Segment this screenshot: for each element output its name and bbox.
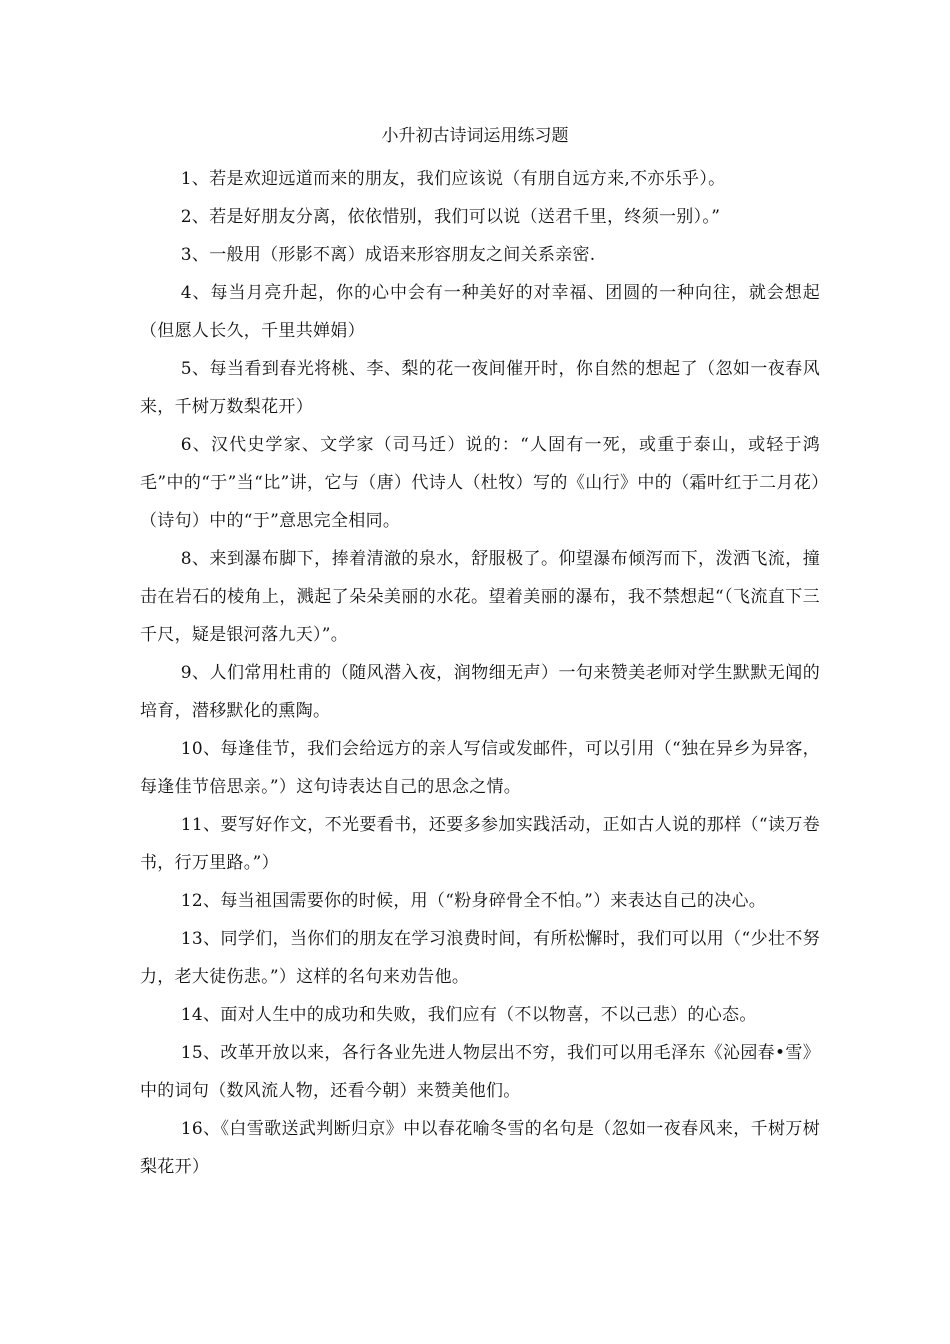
exercise-item: 9、人们常用杜甫的（随风潜入夜，润物细无声）一句来赞美老师对学生默默无闻的培育，潜移默化的熏陶。 bbox=[140, 663, 820, 721]
exercise-item: 15、改革开放以来，各行各业先进人物层出不穷，我们可以用毛泽东《沁园春•雪》中的词句（数风流人物，还看今朝）来赞美他们。 bbox=[140, 1043, 820, 1101]
exercise-item: 3、一般用（形影不离）成语来形容朋友之间关系亲密. bbox=[180, 245, 596, 265]
exercise-list bbox=[140, 160, 820, 1186]
exercise-item: 11、要写好作文，不光要看书，还要多参加实践活动，正如古人说的那样（“读万卷书，行万里路。”） bbox=[140, 815, 820, 873]
exercise-item: 12、每当祖国需要你的时候，用（“粉身碎骨全不怕。”）来表达自己的决心。 bbox=[180, 891, 767, 911]
exercise-item: 4、每当月亮升起，你的心中会有一种美好的对幸福、团圆的一种向往，就会想起（但愿人长久，千里共婵娟） bbox=[140, 283, 820, 341]
exercise-item: 10、每逢佳节，我们会给远方的亲人写信或发邮件，可以引用（“独在异乡为异客，每逢佳节倍思亲。”）这句诗表达自己的思念之情。 bbox=[140, 739, 820, 797]
exercise-item: 16、《白雪歌送武判断归京》中以春花喻冬雪的名句是（忽如一夜春风来，千树万树梨花开） bbox=[140, 1119, 820, 1177]
exercise-item: 1、若是欢迎远道而来的朋友，我们应该说（有朋自远方来,不亦乐乎）。 bbox=[180, 169, 726, 189]
exercise-item: 2、若是好朋友分离，依依惜别，我们可以说（送君千里，终须一别）。” bbox=[180, 207, 721, 227]
exercise-item: 6、汉代史学家、文学家（司马迁）说的：“人固有一死，或重于泰山，或轻于鸿毛”中的“于”当“比”讲，它与（唐）代诗人（杜牧）写的《山行》中的（霜叶红于二月花）（诗句）中的“于”意思完全相同。 bbox=[140, 435, 820, 531]
page-title: 小升初古诗词运用练习题 bbox=[381, 126, 569, 146]
exercise-item: 5、每当看到春光将桃、李、梨的花一夜间催开时，你自然的想起了（忽如一夜春风来，千树万数梨花开） bbox=[140, 359, 820, 417]
exercise-item: 13、同学们，当你们的朋友在学习浪费时间，有所松懈时，我们可以用（“少壮不努力，老大徒伤悲。”）这样的名句来劝告他。 bbox=[140, 929, 820, 987]
exercise-item: 14、面对人生中的成功和失败，我们应有（不以物喜，不以己悲）的心态。 bbox=[180, 1005, 757, 1025]
exercise-item: 8、来到瀑布脚下，捧着清澈的泉水，舒服极了。仰望瀑布倾泻而下，泼洒飞流，撞击在岩石的棱角上，溅起了朵朵美丽的水花。望着美丽的瀑布，我不禁想起“（飞流直下三千尺，疑是银河落九天）”。 bbox=[140, 549, 820, 645]
